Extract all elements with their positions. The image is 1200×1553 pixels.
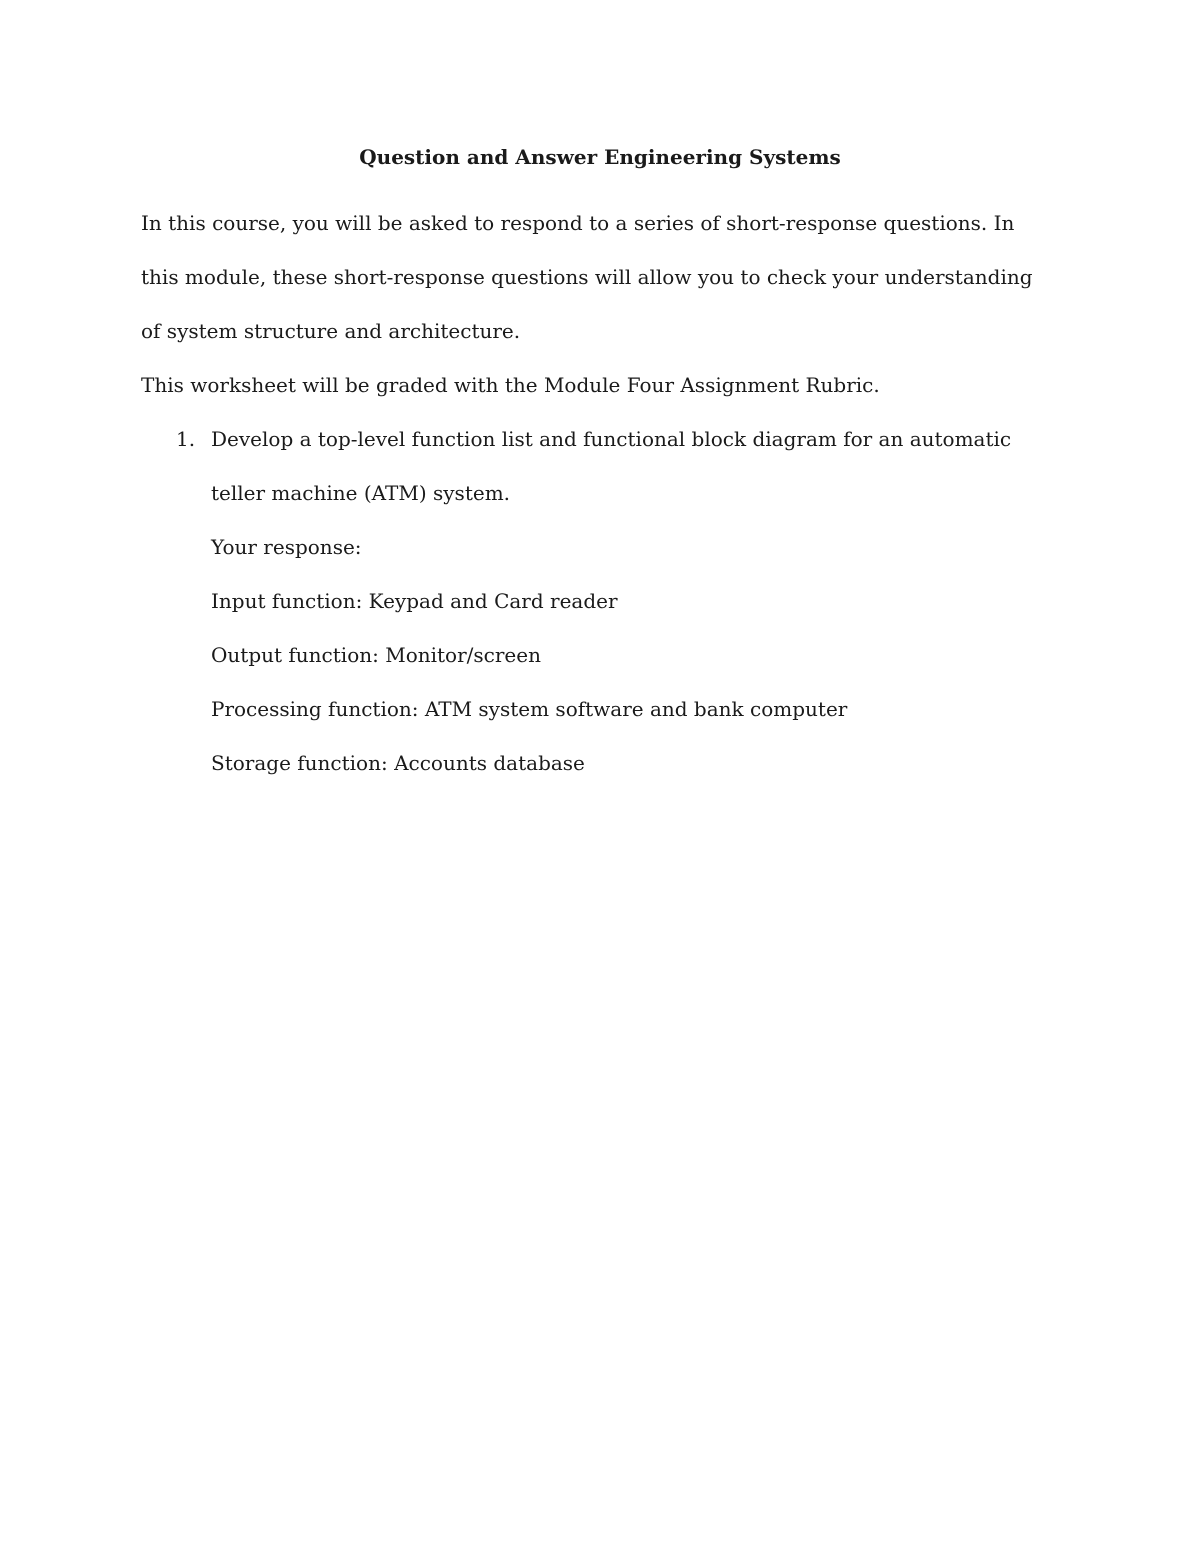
response-processing-function: Processing function: ATM system software and bank computer — [211, 697, 848, 721]
response-storage-function: Storage function: Accounts database — [211, 751, 585, 775]
intro-paragraph: In this course, you will be asked to respond to a series of short-response questions. In this module, these short-response questions will allow you to check your understanding of system structure and architecture. — [141, 211, 1033, 343]
response-label: Your response: — [211, 535, 362, 559]
document-title: Question and Answer Engineering Systems — [359, 145, 841, 169]
document-body — [141, 196, 1041, 790]
question-list — [141, 412, 1041, 790]
response-output-function: Output function: Monitor/screen — [211, 643, 541, 667]
grading-note: This worksheet will be graded with the Module Four Assignment Rubric. — [141, 373, 880, 397]
question-number: 1. — [176, 427, 196, 451]
question-item — [141, 412, 1041, 790]
question-prompt: Develop a top-level function list and functional block diagram for an automatic teller machine (ATM) system. — [211, 427, 1012, 505]
response-input-function: Input function: Keypad and Card reader — [211, 589, 618, 613]
